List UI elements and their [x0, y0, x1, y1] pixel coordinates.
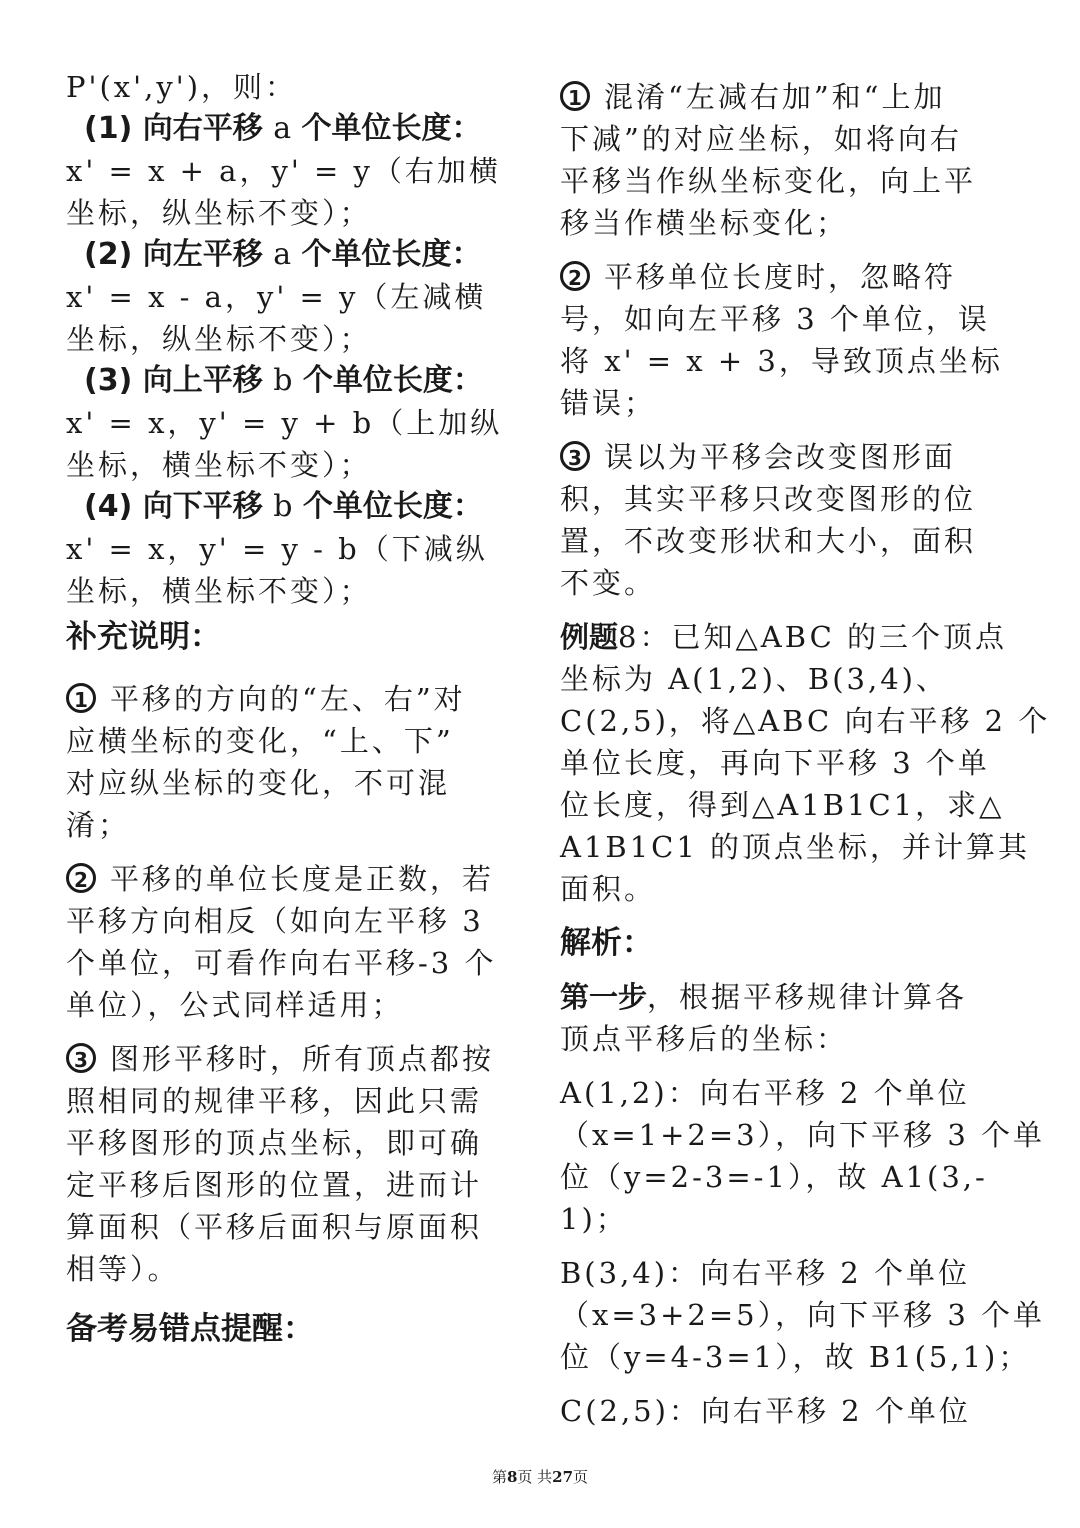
rule-4-line-2: 坐标，横坐标不变）；: [66, 574, 372, 608]
supplement-item-1: 1 平移的方向的“左、右”对 应横坐标的变化，“上、下” 对应纵坐标的变化，不可混 淆；: [66, 682, 466, 842]
mistake-item-1: 1 混淆“左减右加”和“上加 下减”的对应坐标，如将向右 平移当作纵坐标变化，向上平 移当作横坐标变化；: [560, 80, 977, 240]
supplement-item-2: 2 平移的单位长度是正数，若 平移方向相反（如向左平移 3 个单位，可看作向右平移-3 个 单位），公式同样适用；: [66, 862, 497, 1022]
rule-3-line-1: x' = x，y' = y + b（上加纵: [66, 406, 503, 440]
circled-number-icon: 1: [560, 81, 590, 111]
point-c: C(2,5)：向右平移 2 个单位: [560, 1394, 971, 1428]
supplement-item-3: 3 图形平移时，所有顶点都按 照相同的规律平移，因此只需 平移图形的顶点坐标，即可确 定平移后图形的位置，进而计 算面积（平移后面积与原面积 相等）。: [66, 1042, 495, 1286]
rule-3-heading: (3) 向上平移 b 个单位长度：: [84, 363, 483, 398]
rule-1-line-2: 坐标，纵坐标不变）；: [66, 196, 372, 230]
example-label: 例题: [560, 620, 619, 654]
mistakes-heading: 备考易错点提醒：: [66, 1311, 314, 1347]
circled-number-icon: 3: [560, 441, 590, 471]
point-c-label: C(2,5)：: [560, 1394, 701, 1428]
right-column: [560, 76, 1051, 1432]
rule-2-line-1: x' = x - a，y' = y（左减横: [66, 280, 487, 314]
rule-2-heading: (2) 向左平移 a 个单位长度：: [84, 237, 482, 272]
circled-number-icon: 2: [560, 261, 590, 291]
point-a-label: A(1,2)：: [560, 1076, 700, 1110]
page-number: 8: [506, 1468, 518, 1486]
example-8: 例题8：已知△ABC 的三个顶点 坐标为 A(1,2)、B(3,4)、 C(2,5)，将△ABC 向右平移 2 个 单位长度，再向下平移 3 个单 位长度，得到△A1B1C1，求△ A1B1C1 的顶点坐标，并计算其 面积。: [560, 620, 1051, 906]
rule-3-line-2: 坐标，横坐标不变）；: [66, 448, 372, 482]
supplement-heading: 补充说明：: [66, 619, 221, 655]
page-footer: 第8页 共27页: [491, 1468, 589, 1486]
rule-1-line-1: x' = x + a，y' = y（右加横: [66, 154, 501, 188]
rule-1-heading: (1) 向右平移 a 个单位长度：: [84, 111, 482, 146]
point-b-label: B(3,4)：: [560, 1256, 701, 1290]
mistake-item-2: 2 平移单位长度时，忽略符 号，如向左平移 3 个单位，误 将 x' = x + 3，导致顶点坐标 错误；: [560, 260, 1003, 420]
rule-2-line-2: 坐标，纵坐标不变）；: [66, 322, 372, 356]
circled-number-icon: 3: [66, 1043, 96, 1073]
rule-4-heading: (4) 向下平移 b 个单位长度：: [84, 489, 483, 524]
circled-number-icon: 2: [66, 863, 96, 893]
page-total: 27: [552, 1468, 574, 1486]
point-a: A(1,2)：向右平移 2 个单位 （x=1+2=3），向下平移 3 个单 位（y=2-3=-1），故 A1(3,- 1)；: [560, 1076, 1045, 1236]
mistake-item-3: 3 误以为平移会改变图形面 积，其实平移只改变图形的位 置，不改变形状和大小，面积 不变。: [560, 440, 977, 600]
left-column: [66, 66, 516, 1356]
analysis-heading: 解析：: [560, 925, 653, 961]
step-label: 第一步: [560, 980, 648, 1014]
rule-4-line-1: x' = x，y' = y - b（下减纵: [66, 532, 488, 566]
circled-number-icon: 1: [66, 683, 96, 713]
point-b: B(3,4)：向右平移 2 个单位 （x=3+2=5），向下平移 3 个单 位（y=4-3=1），故 B1(5,1)；: [560, 1256, 1045, 1374]
step-one: 第一步，根据平移规律计算各 顶点平移后的坐标：: [560, 980, 968, 1056]
intro-line: P'(x',y')，则：: [66, 70, 298, 104]
